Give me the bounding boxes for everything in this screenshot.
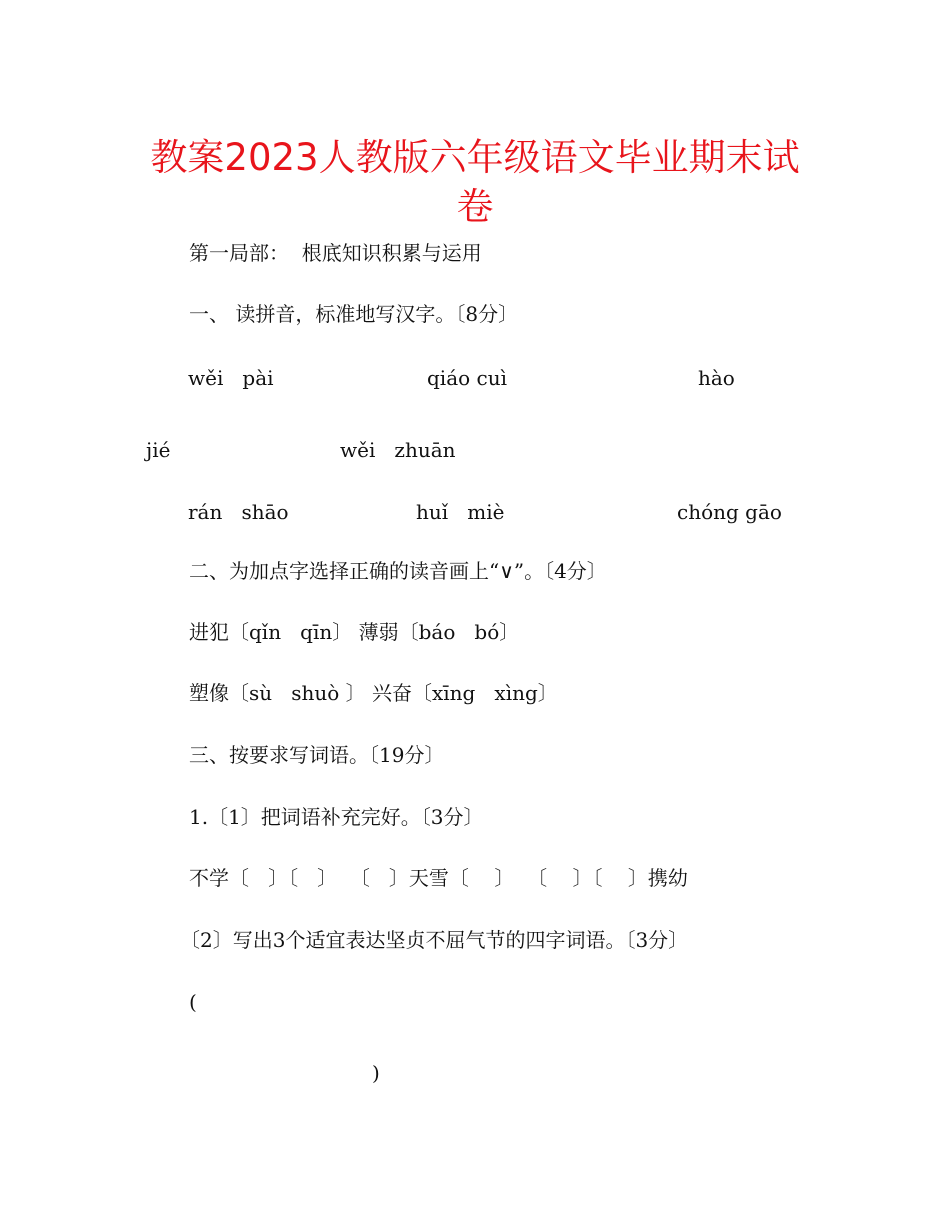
pinyin-item: qiáo cuì <box>427 366 507 390</box>
q2-row-2: 塑像〔sù shuò 〕 兴奋〔xīng xìng〕 <box>189 681 558 705</box>
document-title-line2: 卷 <box>456 185 494 228</box>
pinyin-item: jié <box>146 438 171 462</box>
document-title-line1: 教案2023人教版六年级语文毕业期末试 <box>150 136 800 179</box>
answer-open-paren: ( <box>189 990 197 1014</box>
q3-sub2-heading: 〔2〕写出3个适宜表达坚贞不屈气节的四字词语。〔3分〕 <box>180 928 689 952</box>
answer-close-paren: ) <box>372 1061 380 1085</box>
part1-heading: 第一局部： 根底知识积累与运用 <box>189 241 482 265</box>
pinyin-item: wěi pài <box>188 366 274 390</box>
pinyin-item: rán shāo <box>188 500 289 524</box>
pinyin-row-3 <box>0 499 950 525</box>
pinyin-row-1 <box>0 365 950 391</box>
pinyin-item: huǐ miè <box>416 500 505 524</box>
q3-heading: 三、按要求写词语。〔19分〕 <box>189 743 445 767</box>
pinyin-item: hào <box>698 366 735 390</box>
pinyin-row-2 <box>0 437 950 463</box>
pinyin-item: wěi zhuān <box>340 438 456 462</box>
q1-heading: 一、 读拼音，标准地写汉字。〔8分〕 <box>189 302 519 326</box>
q2-row-1: 进犯〔qǐn qīn〕 薄弱〔báo bó〕 <box>189 620 520 644</box>
pinyin-item: chóng gāo <box>677 500 782 524</box>
q3-sub1-line: 不学〔 〕〔 〕 〔 〕天雪〔 〕 〔 〕〔 〕携幼 <box>189 866 688 890</box>
q3-sub1-heading: 1.〔1〕把词语补充完好。〔3分〕 <box>189 805 484 829</box>
q2-heading: 二、为加点字选择正确的读音画上“∨”。〔4分〕 <box>189 559 607 583</box>
